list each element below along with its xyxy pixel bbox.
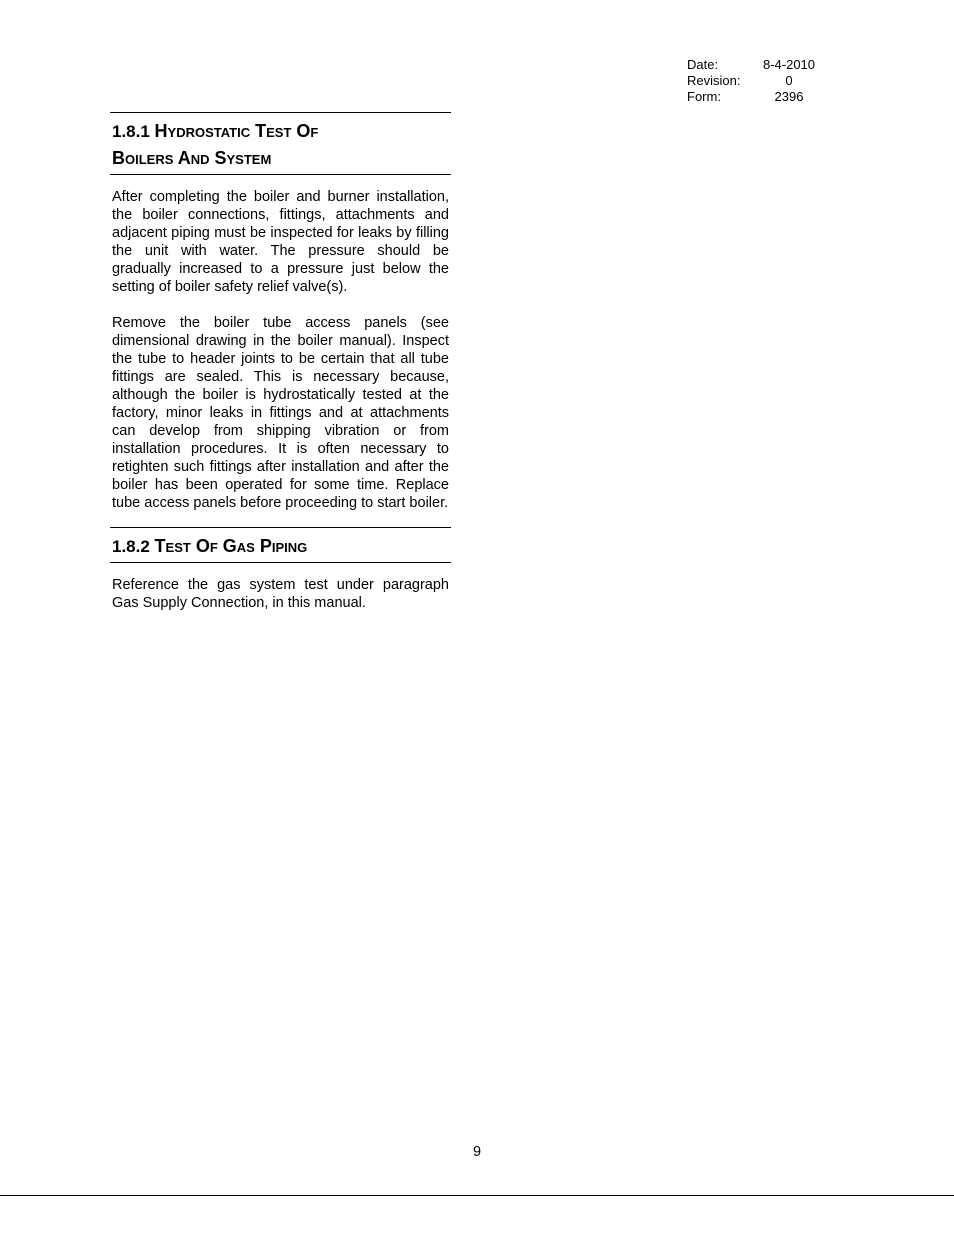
section-number: 1.8.1 [112,122,150,141]
paragraph-hydrostatic-1: After completing the boiler and burner installation, the boiler connections, fittings, attachments and adjacent piping must be inspected for leaks by filling the unit with water. The pressure should be gradually increased to a pressure just below the setting of boiler safety relief valve(s). [112,189,449,295]
paragraph-gas-piping-1: Reference the gas system test under paragraph Gas Supply Connection, in this manual. [112,577,449,611]
section-title-line-2: Boilers And System [112,148,272,168]
section-heading-line-2 [112,145,449,172]
section-heading-hydrostatic-test [110,112,451,175]
form-label: Form: [687,89,721,104]
form-value: 2396 [774,89,804,104]
section-heading-line-1 [112,118,449,145]
section-number: 1.8.2 [112,537,150,556]
revision-value: 0 [785,73,793,88]
document-meta [687,57,827,105]
section-title-line-1: Hydrostatic Test Of [154,121,319,141]
date-value: 8-4-2010 [762,57,816,72]
section-heading-line-1 [112,533,449,560]
footer-divider [0,1195,954,1196]
section-heading-gas-piping [110,527,451,563]
date-label: Date: [687,57,719,72]
paragraph-hydrostatic-2: Remove the boiler tube access panels (see dimensional drawing in the boiler manual). Inspect the tube to header joints to be certain that all tube fittings are sealed. This is necessary because, although the boiler is hydrostatically tested at the factory, minor leaks in fittings and at attachments can develop from shipping vibration or from installation procedures. It is often necessary to retighten such fittings after installation and after the boiler has been operated for some time. Replace tube access panels before proceeding to start boiler. [112,315,449,511]
meta-form-row [687,89,827,105]
content-column [110,112,451,612]
meta-date-row [687,57,827,73]
page-number: 9 [472,1144,482,1160]
meta-revision-row [687,73,827,89]
section-title-line-1: Test Of Gas Piping [154,536,308,556]
revision-label: Revision: [687,73,741,88]
